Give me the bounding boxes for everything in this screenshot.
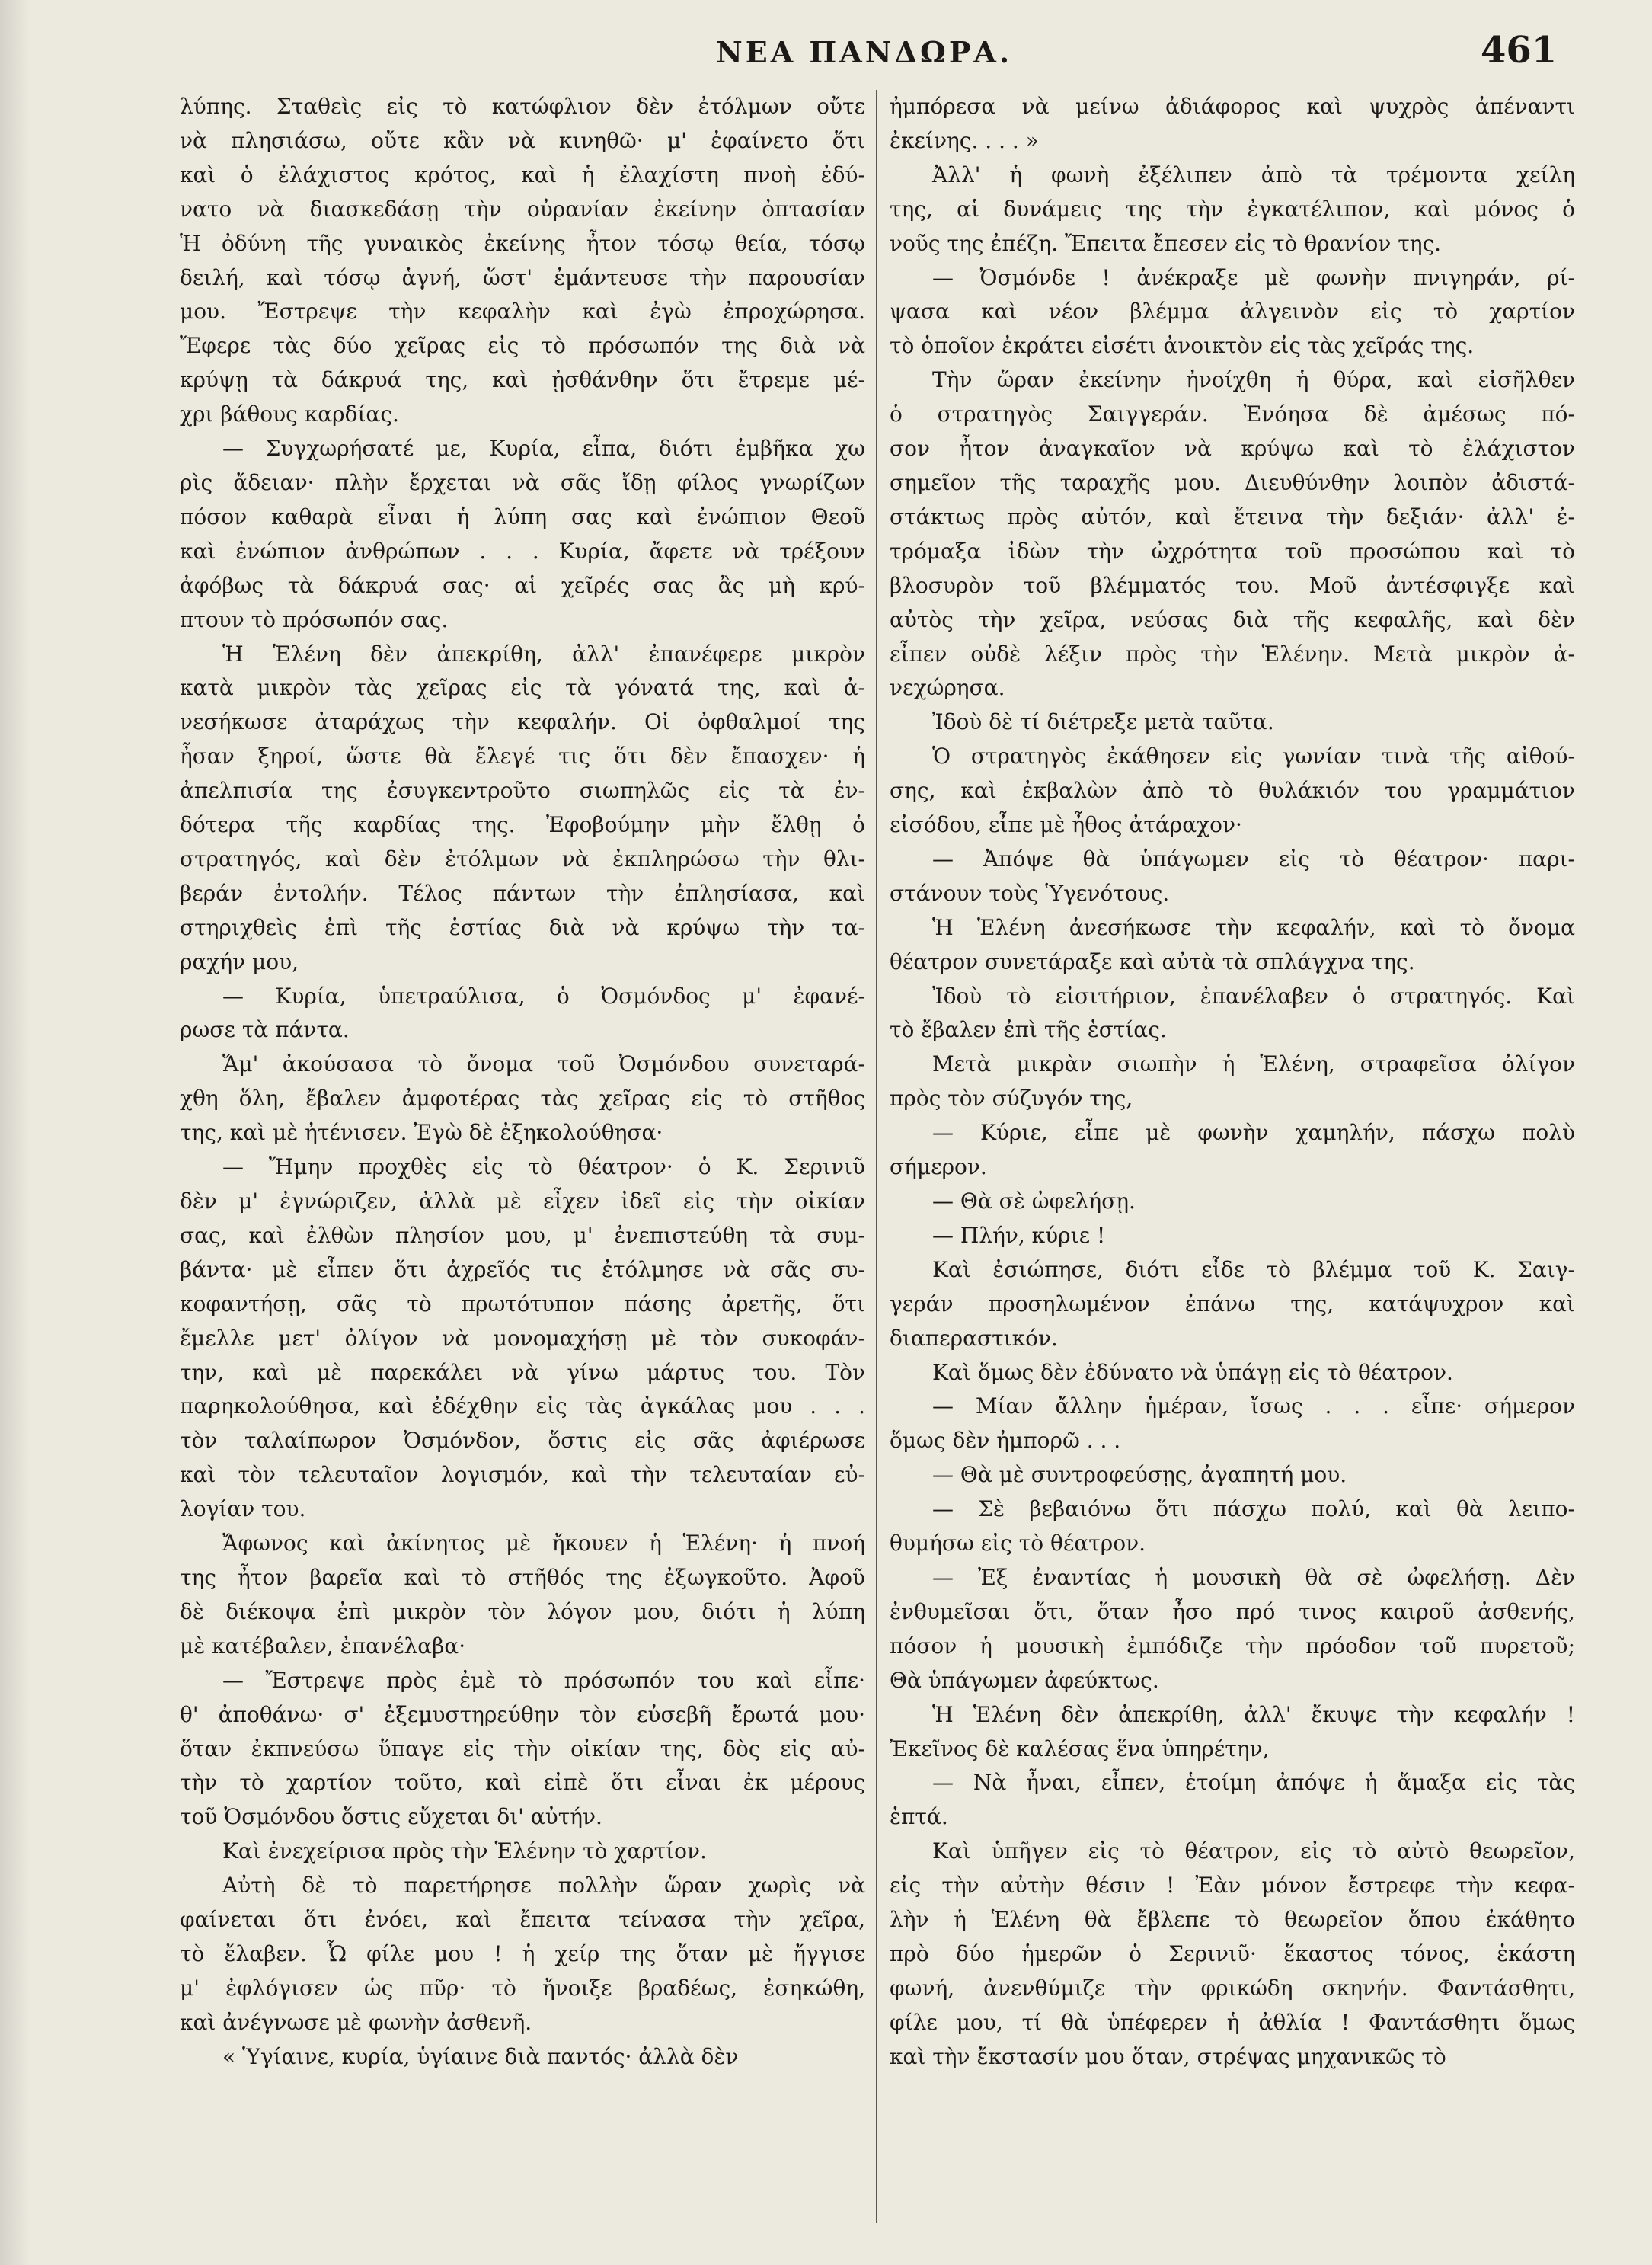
text-line: πόσον ἡ μουσικὴ ἐμπόδιζε τὴν πρόοδον τοῦ πυρετοῦ; <box>890 1633 1575 1659</box>
paragraph <box>180 1048 865 1150</box>
text-line: δειλή, καὶ τόσῳ ἁγνή, ὥστ' ἐμάντευσε τὴν παρουσίαν <box>180 264 865 290</box>
text-line: βλοσυρὸν τοῦ βλέμματός του. Μοῦ ἀντέσφιγξε καὶ <box>890 572 1575 598</box>
paragraph <box>890 261 1575 364</box>
text-line: αὐτὸς τὴν χεῖρα, νεύσας διὰ τῆς κεφαλῆς, καὶ δὲν <box>890 606 1575 632</box>
text-line: Καὶ ὑπῆγεν εἰς τὸ θέατρον, εἰς τὸ αὐτὸ θεωρεῖον, <box>932 1838 1575 1864</box>
text-line: σας, καὶ ἐλθὼν πλησίον μου, μ' ἐνεπιστεύθη τὰ συμ- <box>180 1222 865 1248</box>
paragraph <box>890 1116 1575 1185</box>
text-line: ἠμπόρεσα νὰ μείνω ἀδιάφορος καὶ ψυχρὸς ἀπέναντι <box>890 94 1575 119</box>
text-line: Τὴν ὥραν ἐκείνην ἠνοίχθη ἡ θύρα, καὶ εἰσῆλθεν <box>932 367 1575 393</box>
text-line: — Ἐξ ἐναντίας ἡ μουσικὴ θὰ σὲ ὠφελήσῃ. Δὲν <box>932 1564 1575 1590</box>
text-line: της, αἱ δυνάμεις της τὴν ἐγκατέλιπον, καὶ μόνος ὁ <box>890 196 1575 222</box>
paragraph <box>890 911 1575 980</box>
text-line: σον ἦτον ἀναγκαῖον νὰ κρύψω καὶ τὸ ἐλάχιστον <box>890 436 1575 462</box>
text-line: βεράν ἐντολήν. Τέλος πάντων τὴν ἐπλησίασα, καὶ <box>180 880 865 906</box>
paragraph <box>180 1664 865 1835</box>
text-line: — Κύριε, εἶπε μὲ φωνὴν χαμηλήν, πάσχω πολὺ <box>932 1120 1575 1146</box>
text-line: δὲ διέκοψα ἐπὶ μικρὸν τὸν λόγον μου, διότι ἡ λύπη <box>180 1598 865 1624</box>
text-line: σης, καὶ ἐκβαλὼν ἀπὸ τὸ θυλάκιόν του γραμμάτιον <box>890 778 1575 804</box>
text-line: νατο νὰ διασκεδάσῃ τὴν οὐρανίαν ἐκείνην ὀπτασίαν <box>180 196 865 222</box>
text-line: λὴν ἡ Ἑλένη θὰ ἔβλεπε τὸ θεωρεῖον ὅπου ἐκάθητο <box>890 1907 1575 1933</box>
text-line: χθη ὅλη, ἔβαλεν ἀμφοτέρας τὰς χεῖρας εἰς τὸ στῆθος <box>180 1086 865 1112</box>
text-line: ἑπτά. <box>890 1804 948 1830</box>
text-line: Ἡ Ἑλένη ἀνεσήκωσε τὴν κεφαλήν, καὶ τὸ ὄνομα <box>932 914 1575 940</box>
page-header <box>0 29 1652 82</box>
paragraph <box>180 1835 865 1869</box>
text-line: — Ἔστρεψε πρὸς ἐμὲ τὸ πρόσωπόν του καὶ εἶπε· <box>222 1667 865 1693</box>
text-line: θυμήσω εἰς τὸ θέατρον. <box>890 1531 1146 1556</box>
text-line: Ἄφωνος καὶ ἀκίνητος μὲ ἤκουεν ἡ Ἑλένη· ἡ πνοή <box>222 1531 865 1556</box>
text-line: λογίαν του. <box>180 1496 306 1522</box>
text-line: ἐκείνης. . . . » <box>890 127 1039 153</box>
text-line: χρι βάθους καρδίας. <box>180 401 399 427</box>
text-line: πτουν τὸ πρόσωπόν σας. <box>180 606 449 632</box>
text-line: ραχήν μου, <box>180 949 299 974</box>
text-line: διαπεραστικόν. <box>890 1325 1058 1351</box>
text-line: κατὰ μικρὸν τὰς χεῖρας εἰς τὰ γόνατά της, καὶ ἀ- <box>180 675 865 701</box>
text-line: καὶ ὁ ἐλάχιστος κρότος, καὶ ἡ ἐλαχίστη πνοὴ ἐδύ- <box>180 162 865 187</box>
text-line: — Θὰ σὲ ὠφελήσῃ. <box>932 1188 1136 1214</box>
text-line: ψασα καὶ νέον βλέμμα ἀλγεινὸν εἰς τὸ χαρτίον <box>890 299 1575 325</box>
text-line: — Σὲ βεβαιόνω ὅτι πάσχω πολύ, καὶ θὰ λειπο- <box>932 1496 1575 1522</box>
text-line: Ἡ Ἑλένη δὲν ἀπεκρίθη, ἀλλ' ἐπανέφερε μικρὸν <box>222 641 865 667</box>
paragraph <box>180 1150 865 1527</box>
text-line: φαίνεται ὅτι ἐνόει, καὶ ἔπειτα τείνασα τὴν χεῖρα, <box>180 1907 865 1933</box>
text-line: ὅταν ἐκπνεύσω ὕπαγε εἰς τὴν οἰκίαν της, δὸς εἰς αὐ- <box>180 1736 865 1761</box>
text-line: τὸ ἔλαβεν. Ὦ φίλε μου ! ἡ χείρ της ὅταν μὲ ἤγγισε <box>180 1940 865 1966</box>
text-line: — Συγχωρήσατέ με, Κυρία, εἶπα, διότι ἐμβῆκα χω <box>222 436 865 462</box>
text-line: τοῦ Ὀσμόνδου ὅστις εὔχεται δι' αὐτήν. <box>180 1804 602 1830</box>
text-line: μὲ κατέβαλεν, ἐπανέλαβα· <box>180 1633 466 1659</box>
text-line: θέατρον συνετάραξε καὶ αὐτὰ τὰ σπλάγχνα της. <box>890 949 1415 974</box>
text-line: Καὶ ὅμως δὲν ἐδύνατο νὰ ὑπάγῃ εἰς τὸ θέατρον. <box>932 1359 1453 1385</box>
text-line: εἰσόδου, εἶπε μὲ ἦθος ἀτάραχον· <box>890 812 1242 838</box>
paragraph <box>180 432 865 637</box>
text-line: μου. Ἔστρεψε τὴν κεφαλὴν καὶ ἐγὼ ἐπροχώρησα. <box>180 299 865 325</box>
text-line: πόσον καθαρὰ εἶναι ἡ λύπη σας καὶ ἐνώπιον Θεοῦ <box>180 504 865 529</box>
text-line: καὶ ἐνώπιον ἀνθρώπων . . . Κυρία, ἄφετε νὰ τρέξουν <box>180 538 865 564</box>
left-text-column <box>180 90 865 2075</box>
text-line: την, καὶ μὲ παρεκάλει νὰ γίνω μάρτυς του. Τὸν <box>180 1359 865 1385</box>
text-line: τὸν ταλαίπωρον Ὀσμόνδον, ὅστις εἰς σᾶς ἀφιέρωσε <box>180 1428 865 1454</box>
text-line: δότερα τῆς καρδίας της. Ἐφοβούμην μὴν ἔλθῃ ὁ <box>180 812 865 838</box>
text-line: στρατηγός, καὶ δὲν ἐτόλμων νὰ ἐκπληρώσω τὴν θλι- <box>180 846 865 872</box>
text-line: σημεῖον τῆς ταραχῆς μου. Διευθύνθην λοιπὸν ἀδιστά- <box>890 469 1575 495</box>
text-line: δὲν μ' ἐγνώριζεν, ἀλλὰ μὲ εἶχεν ἰδεῖ εἰς τὴν οἰκίαν <box>180 1188 865 1214</box>
paragraph <box>180 1869 865 2040</box>
paragraph <box>180 90 865 432</box>
text-line: τὸ ἔβαλεν ἐπὶ τῆς ἑστίας. <box>890 1017 1167 1043</box>
text-line: ὅμως δὲν ἠμπορῶ . . . <box>890 1428 1121 1454</box>
paragraph <box>180 1527 865 1664</box>
text-line: πρὸ δύο ἡμερῶν ὁ Σερινιῦ· ἕκαστος τόνος, ἑκάστη <box>890 1940 1575 1966</box>
text-line: « Ὑγίαινε, κυρία, ὑγίαινε διὰ παντός· ἀλλὰ δὲν <box>222 2043 739 2069</box>
text-line: — Μίαν ἄλλην ἡμέραν, ἴσως . . . εἶπε· σήμερον <box>932 1393 1575 1419</box>
paragraph <box>890 1219 1575 1253</box>
text-line: — Ἤμην προχθὲς εἰς τὸ θέατρον· ὁ Κ. Σερινιῦ <box>222 1154 865 1180</box>
text-line: της ἦτον βαρεῖα καὶ τὸ στῆθός της ἐξωγκοῦτο. Ἀφοῦ <box>180 1564 865 1590</box>
text-line: — Θὰ μὲ συντροφεύσῃς, ἀγαπητή μου. <box>932 1462 1347 1488</box>
text-line: γεράν προσηλωμένον ἐπάνω της, κατάψυχρον καὶ <box>890 1291 1575 1316</box>
text-line: — Νὰ ἦναι, εἶπεν, ἑτοίμη ἀπόψε ἡ ἅμαξα εἰς τὰς <box>932 1770 1575 1796</box>
paragraph <box>890 843 1575 911</box>
paragraph <box>890 363 1575 705</box>
paragraph <box>180 980 865 1048</box>
text-line: βάντα· μὲ εἶπεν ὅτι ἀχρεῖός τις ἐτόλμησε νὰ σᾶς συ- <box>180 1256 865 1282</box>
text-line: καὶ τὸν τελευταῖον λογισμόν, καὶ τὴν τελευταίαν εὐ- <box>180 1462 865 1488</box>
paragraph <box>890 90 1575 158</box>
text-line: ρὶς ἄδειαν· πλὴν ἔρχεται νὰ σᾶς ἴδῃ φίλος γνωρίζων <box>180 469 865 495</box>
paragraph <box>890 1048 1575 1116</box>
text-line: της, καὶ μὲ ἠτένισεν. Ἐγὼ δὲ ἐξηκολούθησα· <box>180 1120 663 1146</box>
column-divider <box>876 90 877 2223</box>
text-line: καὶ ἀνέγνωσε μὲ φωνὴν ἀσθενῆ. <box>180 2009 532 2035</box>
text-line: φίλε μου, τί θὰ ὑπέφερεν ἡ ἀθλία ! Φαντάσθητι ὅμως <box>890 2009 1575 2035</box>
text-line: νεσήκωσε ἀταράχως τὴν κεφαλήν. Οἱ ὀφθαλμοί της <box>180 709 865 735</box>
text-line: Ἀλλ' ἡ φωνὴ ἐξέλιπεν ἀπὸ τὰ τρέμοντα χείλη <box>932 162 1575 187</box>
text-line: κρύψῃ τὰ δάκρυά της, καὶ ᾐσθάνθην ὅτι ἔτρεμε μέ- <box>180 367 865 393</box>
text-line: μ' ἐφλόγισεν ὡς πῦρ· τὸ ἤνοιξε βραδέως, ἐσηκώθη, <box>180 1975 865 2001</box>
text-line: Ἰδοὺ τὸ εἰσιτήριον, ἐπανέλαβεν ὁ στρατηγός. Καὶ <box>932 983 1575 1009</box>
text-line: ὁ στρατηγὸς Σαιγγεράν. Ἐνόησα δὲ ἀμέσως πό- <box>890 401 1575 427</box>
text-line: — Πλήν, κύριε ! <box>932 1222 1106 1248</box>
text-line: — Ὀσμόνδε ! ἀνέκραξε μὲ φωνὴν πνιγηράν, ρί- <box>932 264 1575 290</box>
text-line: — Ἀπόψε θὰ ὑπάγωμεν εἰς τὸ θέατρον· παρι- <box>932 846 1575 872</box>
text-line: ἔμελλε μετ' ὀλίγον νὰ μονομαχήσῃ μὲ τὸν συκοφάν- <box>180 1325 865 1351</box>
text-line: στάκτως πρὸς αὐτόν, καὶ ἔτεινα τὴν δεξιάν· ἀλλ' ἐ- <box>890 504 1575 529</box>
right-text-column <box>890 90 1575 2075</box>
text-line: νὰ πλησιάσω, οὔτε κἂν νὰ κινηθῶ· μ' ἐφαίνετο ὅτι <box>180 127 865 153</box>
paragraph <box>890 1185 1575 1219</box>
text-line: σήμερον. <box>890 1154 987 1180</box>
text-line: καὶ τὴν ἔκστασίν μου ὅταν, στρέψας μηχανικῶς τὸ <box>890 2043 1446 2069</box>
paragraph <box>890 1766 1575 1835</box>
text-line: εἰς τὴν αὐτὴν θέσιν ! Ἐὰν μόνον ἔστρεφε τὴν κεφα- <box>890 1873 1575 1899</box>
text-line: στάνουν τοὺς Ὑγενότους. <box>890 880 1170 906</box>
text-line: ἀφόβως τὰ δάκρυά σας· αἱ χεῖρές σας ἂς μὴ κρύ- <box>180 572 865 598</box>
paragraph <box>890 740 1575 843</box>
text-line: Ἅμ' ἀκούσασα τὸ ὄνομα τοῦ Ὀσμόνδου συνεταρά- <box>222 1051 865 1077</box>
paragraph <box>180 638 865 980</box>
text-line: πρὸς τὸν σύζυγόν της, <box>890 1086 1133 1112</box>
page-number: 461 <box>1481 29 1558 72</box>
text-line: λύπης. Σταθεὶς εἰς τὸ κατώφλιον δὲν ἐτόλμων οὔτε <box>180 94 865 119</box>
text-line: Καὶ ἐσιώπησε, διότι εἶδε τὸ βλέμμα τοῦ Κ. Σαιγ- <box>932 1256 1575 1282</box>
text-line: τρόμαξα ἰδὼν τὴν ὠχρότητα τοῦ προσώπου καὶ τὸ <box>890 538 1575 564</box>
paragraph <box>890 980 1575 1048</box>
text-line: παρηκολούθησα, καὶ ἐδέχθην εἰς τὰς ἀγκάλας μου . . . <box>180 1393 865 1419</box>
text-line: τὴν τὸ χαρτίον τοῦτο, καὶ εἰπὲ ὅτι εἶναι ἐκ μέρους <box>180 1770 865 1796</box>
paragraph <box>890 1835 1575 2074</box>
text-line: εἶπεν οὐδὲ λέξιν πρὸς τὴν Ἑλένην. Μετὰ μικρὸν ἀ- <box>890 641 1575 667</box>
paragraph <box>890 1253 1575 1356</box>
text-line: Αὐτὴ δὲ τὸ παρετήρησε πολλὴν ὥραν χωρὶς νὰ <box>222 1873 865 1899</box>
text-line: ἀπελπισία της ἐσυγκεντροῦτο σιωπηλῶς εἰς τὰ ἐν- <box>180 778 865 804</box>
text-line: Ἰδοὺ δὲ τί διέτρεξε μετὰ ταῦτα. <box>932 709 1274 735</box>
text-line: φωνή, ἀνενθύμιζε τὴν φρικώδη σκηνήν. Φαντάσθητι, <box>890 1975 1575 2001</box>
paragraph <box>890 1561 1575 1698</box>
text-line: θ' ἀποθάνω· σ' ἐξεμυστηρεύθην τὸν εὐσεβῆ ἔρωτά μου· <box>180 1701 865 1727</box>
paragraph <box>890 1492 1575 1561</box>
text-line: ἦσαν ξηροί, ὥστε θὰ ἔλεγέ τις ὅτι δὲν ἔπασχεν· ἡ <box>180 744 865 769</box>
text-line: Ἡ ὀδύνη τῆς γυναικὸς ἐκείνης ἦτον τόσῳ θεία, τόσῳ <box>180 230 865 256</box>
paragraph <box>890 1390 1575 1458</box>
paragraph <box>890 158 1575 261</box>
text-line: Θὰ ὑπάγωμεν ἀφεύκτως. <box>890 1667 1159 1693</box>
text-line: κοφαντήσῃ, σᾶς τὸ πρωτότυπον πάσης ἀρετῆς, ὅτι <box>180 1291 865 1316</box>
text-line: Ἔφερε τὰς δύο χεῖρας εἰς τὸ πρόσωπόν της διὰ νὰ <box>180 333 865 359</box>
text-line: Ἡ Ἑλένη δὲν ἀπεκρίθη, ἀλλ' ἔκυψε τὴν κεφαλήν ! <box>932 1701 1575 1727</box>
running-title: ΝΕΑ ΠΑΝΔΩΡΑ. <box>716 35 1013 69</box>
paragraph <box>890 705 1575 740</box>
paragraph <box>890 1356 1575 1390</box>
text-line: στηριχθεὶς ἐπὶ τῆς ἑστίας διὰ νὰ κρύψω τὴν τα- <box>180 914 865 940</box>
paragraph <box>890 1458 1575 1492</box>
text-line: Ὁ στρατηγὸς ἐκάθησεν εἰς γωνίαν τινὰ τῆς αἰθού- <box>932 744 1575 769</box>
text-line: ἐνθυμεῖσαι ὅτι, ὅταν ἦσο πρό τινος καιροῦ ἀσθενής, <box>890 1598 1575 1624</box>
text-line: νεχώρησα. <box>890 675 1005 701</box>
text-line: τὸ ὁποῖον ἐκράτει εἰσέτι ἀνοικτὸν εἰς τὰς χεῖράς της. <box>890 333 1475 359</box>
text-line: Μετὰ μικρὰν σιωπὴν ἡ Ἑλένη, στραφεῖσα ὀλίγον <box>932 1051 1575 1077</box>
paragraph <box>890 1698 1575 1767</box>
text-line: ρωσε τὰ πάντα. <box>180 1017 350 1043</box>
paragraph <box>180 2040 865 2075</box>
text-line: νοῦς της ἐπέζη. Ἔπειτα ἔπεσεν εἰς τὸ θρανίον της. <box>890 230 1442 256</box>
text-line: Καὶ ἐνεχείρισα πρὸς τὴν Ἑλένην τὸ χαρτίον. <box>222 1838 707 1864</box>
text-line: Ἐκεῖνος δὲ καλέσας ἕνα ὑπηρέτην, <box>890 1736 1270 1761</box>
text-line: — Κυρία, ὑπετραύλισα, ὁ Ὀσμόνδος μ' ἐφανέ- <box>222 983 865 1009</box>
